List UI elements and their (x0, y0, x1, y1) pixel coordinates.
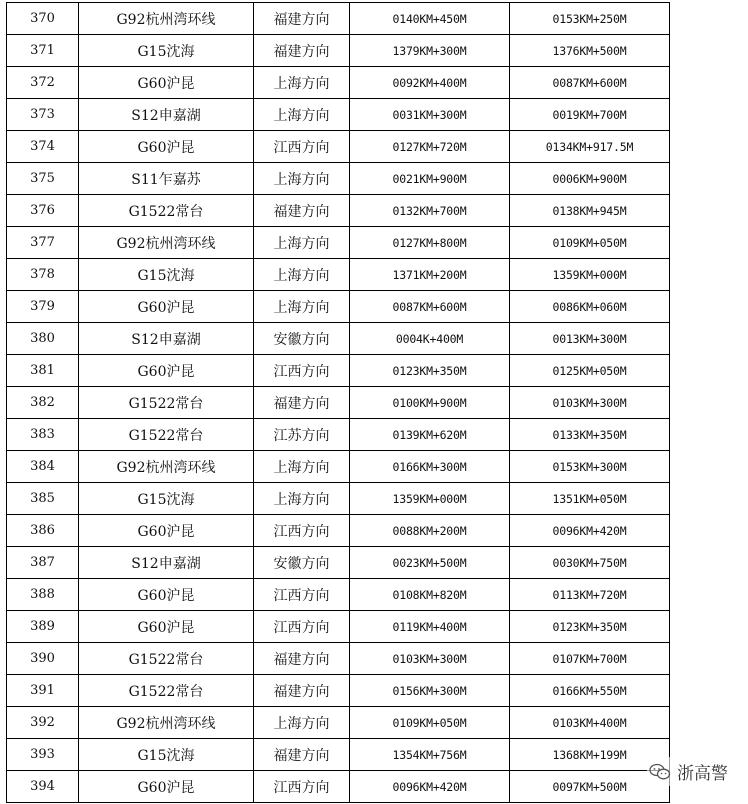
row-number-cell: 373 (7, 99, 79, 131)
start-stake-cell: 0139KM+620M (350, 419, 510, 451)
direction-cell: 上海方向 (254, 259, 350, 291)
table-row (7, 35, 670, 67)
start-stake-cell: 1371KM+200M (350, 259, 510, 291)
end-stake-cell: 0109KM+050M (510, 227, 670, 259)
end-stake-cell: 0153KM+250M (510, 3, 670, 35)
end-stake-cell: 0013KM+300M (510, 323, 670, 355)
row-number-cell: 377 (7, 227, 79, 259)
start-stake-cell: 0100KM+900M (350, 387, 510, 419)
end-stake-cell: 0125KM+050M (510, 355, 670, 387)
table-row (7, 387, 670, 419)
start-stake-cell: 0088KM+200M (350, 515, 510, 547)
table-row (7, 579, 670, 611)
end-stake-cell: 0133KM+350M (510, 419, 670, 451)
end-stake-cell: 1351KM+050M (510, 483, 670, 515)
direction-cell: 江西方向 (254, 611, 350, 643)
end-stake-cell: 0019KM+700M (510, 99, 670, 131)
end-stake-cell: 0107KM+700M (510, 643, 670, 675)
road-name-cell: S11乍嘉苏 (79, 163, 254, 195)
direction-cell: 上海方向 (254, 291, 350, 323)
watermark (647, 757, 730, 786)
table-row (7, 739, 670, 771)
road-name-cell: G60沪昆 (79, 611, 254, 643)
road-name-cell: G15沈海 (79, 739, 254, 771)
table-row (7, 195, 670, 227)
direction-cell: 上海方向 (254, 227, 350, 259)
start-stake-cell: 0103KM+300M (350, 643, 510, 675)
start-stake-cell: 1359KM+000M (350, 483, 510, 515)
row-number-cell: 388 (7, 579, 79, 611)
road-name-cell: G60沪昆 (79, 515, 254, 547)
table-row (7, 323, 670, 355)
direction-cell: 福建方向 (254, 3, 350, 35)
direction-cell: 上海方向 (254, 483, 350, 515)
table-row (7, 547, 670, 579)
row-number-cell: 389 (7, 611, 79, 643)
row-number-cell: 393 (7, 739, 79, 771)
start-stake-cell: 0127KM+720M (350, 131, 510, 163)
start-stake-cell: 0156KM+300M (350, 675, 510, 707)
end-stake-cell: 0096KM+420M (510, 515, 670, 547)
start-stake-cell: 0109KM+050M (350, 707, 510, 739)
road-name-cell: G60沪昆 (79, 291, 254, 323)
road-name-cell: G15沈海 (79, 483, 254, 515)
row-number-cell: 370 (7, 3, 79, 35)
start-stake-cell: 0108KM+820M (350, 579, 510, 611)
table-row (7, 291, 670, 323)
start-stake-cell: 0127KM+800M (350, 227, 510, 259)
road-name-cell: G60沪昆 (79, 771, 254, 803)
row-number-cell: 375 (7, 163, 79, 195)
road-name-cell: G1522常台 (79, 195, 254, 227)
table-row (7, 611, 670, 643)
direction-cell: 江西方向 (254, 355, 350, 387)
road-name-cell: G1522常台 (79, 675, 254, 707)
road-name-cell: G92杭州湾环线 (79, 707, 254, 739)
table-row (7, 675, 670, 707)
direction-cell: 上海方向 (254, 707, 350, 739)
row-number-cell: 371 (7, 35, 79, 67)
end-stake-cell: 1376KM+500M (510, 35, 670, 67)
end-stake-cell: 1368KM+199M (510, 739, 670, 771)
table-row (7, 259, 670, 291)
road-name-cell: G1522常台 (79, 643, 254, 675)
watermark-text: 浙高警 (677, 764, 728, 784)
end-stake-cell: 0006KM+900M (510, 163, 670, 195)
direction-cell: 上海方向 (254, 99, 350, 131)
end-stake-cell: 0030KM+750M (510, 547, 670, 579)
direction-cell: 福建方向 (254, 387, 350, 419)
road-name-cell: S12申嘉湖 (79, 99, 254, 131)
road-name-cell: G92杭州湾环线 (79, 227, 254, 259)
end-stake-cell: 0166KM+550M (510, 675, 670, 707)
end-stake-cell: 0097KM+500M (510, 771, 670, 803)
table-row (7, 515, 670, 547)
direction-cell: 江西方向 (254, 515, 350, 547)
direction-cell: 上海方向 (254, 451, 350, 483)
start-stake-cell: 0004K+400M (350, 323, 510, 355)
start-stake-cell: 0092KM+400M (350, 67, 510, 99)
road-name-cell: G15沈海 (79, 259, 254, 291)
direction-cell: 福建方向 (254, 195, 350, 227)
wechat-icon (649, 763, 671, 781)
row-number-cell: 372 (7, 67, 79, 99)
row-number-cell: 384 (7, 451, 79, 483)
direction-cell: 上海方向 (254, 67, 350, 99)
table-row (7, 771, 670, 803)
road-section-table (6, 2, 670, 803)
direction-cell: 安徽方向 (254, 323, 350, 355)
road-name-cell: G1522常台 (79, 387, 254, 419)
row-number-cell: 383 (7, 419, 79, 451)
road-name-cell: G60沪昆 (79, 131, 254, 163)
row-number-cell: 382 (7, 387, 79, 419)
row-number-cell: 386 (7, 515, 79, 547)
row-number-cell: 391 (7, 675, 79, 707)
table-row (7, 163, 670, 195)
start-stake-cell: 0140KM+450M (350, 3, 510, 35)
table-body (7, 3, 670, 803)
start-stake-cell: 0021KM+900M (350, 163, 510, 195)
end-stake-cell: 0153KM+300M (510, 451, 670, 483)
end-stake-cell: 0103KM+400M (510, 707, 670, 739)
row-number-cell: 394 (7, 771, 79, 803)
direction-cell: 福建方向 (254, 739, 350, 771)
row-number-cell: 390 (7, 643, 79, 675)
start-stake-cell: 0119KM+400M (350, 611, 510, 643)
end-stake-cell: 0138KM+945M (510, 195, 670, 227)
direction-cell: 江西方向 (254, 131, 350, 163)
direction-cell: 安徽方向 (254, 547, 350, 579)
end-stake-cell: 0103KM+300M (510, 387, 670, 419)
table-row (7, 643, 670, 675)
row-number-cell: 380 (7, 323, 79, 355)
row-number-cell: 379 (7, 291, 79, 323)
road-name-cell: S12申嘉湖 (79, 323, 254, 355)
table-row (7, 451, 670, 483)
direction-cell: 江苏方向 (254, 419, 350, 451)
end-stake-cell: 1359KM+000M (510, 259, 670, 291)
table-row (7, 67, 670, 99)
table-row (7, 131, 670, 163)
road-name-cell: G15沈海 (79, 35, 254, 67)
table-row (7, 419, 670, 451)
start-stake-cell: 0166KM+300M (350, 451, 510, 483)
table-row (7, 483, 670, 515)
road-name-cell: G92杭州湾环线 (79, 3, 254, 35)
direction-cell: 福建方向 (254, 675, 350, 707)
road-name-cell: G92杭州湾环线 (79, 451, 254, 483)
end-stake-cell: 0087KM+600M (510, 67, 670, 99)
row-number-cell: 385 (7, 483, 79, 515)
row-number-cell: 378 (7, 259, 79, 291)
row-number-cell: 387 (7, 547, 79, 579)
start-stake-cell: 0087KM+600M (350, 291, 510, 323)
direction-cell: 福建方向 (254, 35, 350, 67)
direction-cell: 江西方向 (254, 771, 350, 803)
end-stake-cell: 0086KM+060M (510, 291, 670, 323)
row-number-cell: 374 (7, 131, 79, 163)
table-row (7, 707, 670, 739)
road-name-cell: G1522常台 (79, 419, 254, 451)
road-name-cell: G60沪昆 (79, 355, 254, 387)
start-stake-cell: 0096KM+420M (350, 771, 510, 803)
start-stake-cell: 0132KM+700M (350, 195, 510, 227)
table-row (7, 99, 670, 131)
table-row (7, 355, 670, 387)
road-name-cell: G60沪昆 (79, 67, 254, 99)
direction-cell: 江西方向 (254, 579, 350, 611)
row-number-cell: 392 (7, 707, 79, 739)
direction-cell: 上海方向 (254, 163, 350, 195)
start-stake-cell: 0031KM+300M (350, 99, 510, 131)
start-stake-cell: 1354KM+756M (350, 739, 510, 771)
road-name-cell: G60沪昆 (79, 579, 254, 611)
table-row (7, 227, 670, 259)
row-number-cell: 376 (7, 195, 79, 227)
direction-cell: 福建方向 (254, 643, 350, 675)
row-number-cell: 381 (7, 355, 79, 387)
road-name-cell: S12申嘉湖 (79, 547, 254, 579)
start-stake-cell: 1379KM+300M (350, 35, 510, 67)
table-row (7, 3, 670, 35)
end-stake-cell: 0134KM+917.5M (510, 131, 670, 163)
end-stake-cell: 0123KM+350M (510, 611, 670, 643)
end-stake-cell: 0113KM+720M (510, 579, 670, 611)
start-stake-cell: 0023KM+500M (350, 547, 510, 579)
start-stake-cell: 0123KM+350M (350, 355, 510, 387)
